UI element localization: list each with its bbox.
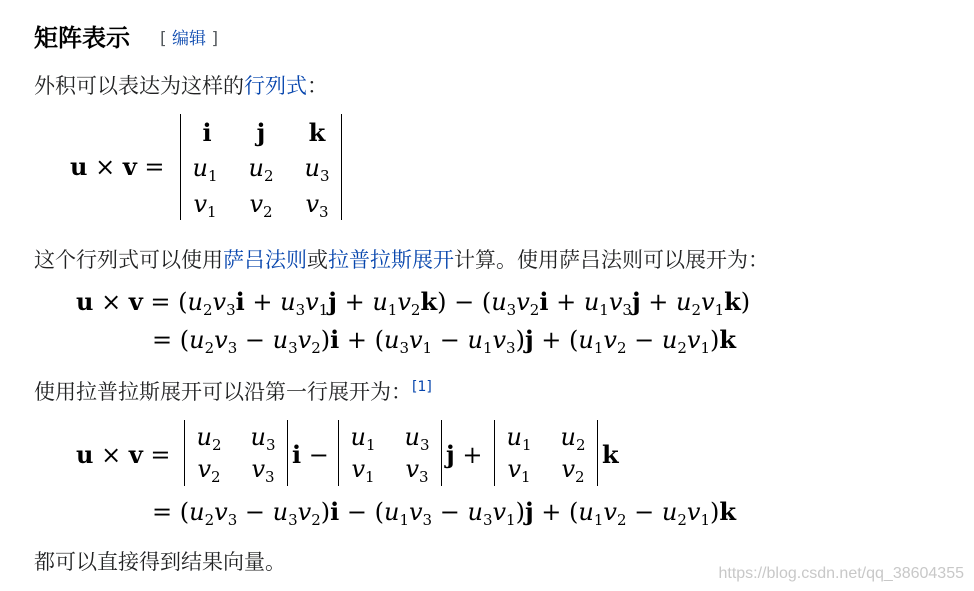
formula-lhs-1: u × v = bbox=[70, 152, 165, 181]
paragraph-3 bbox=[34, 376, 432, 406]
matrix-cell: $u_1$ bbox=[192, 154, 218, 185]
matrix-cell: $v_1$ bbox=[507, 455, 531, 486]
minor-det-3 bbox=[494, 420, 598, 486]
term-j-plus: j + bbox=[446, 440, 483, 469]
matrix-cell: k bbox=[308, 118, 326, 147]
matrix-cell: $u_3$ bbox=[250, 423, 276, 454]
reference-link[interactable]: [1] bbox=[412, 379, 432, 395]
matrix-cell: $v_1$ bbox=[351, 455, 375, 486]
edit-link[interactable]: 编辑 bbox=[172, 29, 207, 49]
matrix-cell: $u_2$ bbox=[196, 423, 222, 454]
edit-section-link[interactable] bbox=[160, 24, 218, 49]
paragraph-1 bbox=[34, 70, 328, 100]
para1-colon: ： bbox=[307, 74, 328, 98]
paragraph-4: 都可以直接得到结果向量。 bbox=[34, 550, 286, 574]
matrix-cell: $v_3$ bbox=[305, 190, 329, 221]
matrix-cell: $u_3$ bbox=[404, 423, 430, 454]
formula-lhs-3: u × v = bbox=[76, 440, 171, 469]
determinant-matrix bbox=[180, 114, 342, 220]
laplace-expansion-link[interactable]: 拉普拉斯展开 bbox=[328, 248, 454, 272]
determinant-link[interactable]: 行列式 bbox=[244, 74, 307, 98]
matrix-cell: $u_1$ bbox=[350, 423, 376, 454]
formula-sarrus-line-1: $u \times v = (u_2v_3i + u_3v_1j + u_1v_2k) - (u_3v_2i + u_1v_3j + u_2v_1k)$ bbox=[76, 287, 751, 319]
matrix-cell: $u_2$ bbox=[560, 423, 586, 454]
para3-text: 使用拉普拉斯展开可以沿第一行展开为： bbox=[34, 380, 412, 404]
matrix-cell: $v_2$ bbox=[561, 455, 585, 486]
para1-text: 外积可以表达为这样的 bbox=[34, 74, 244, 98]
matrix-cell: $v_2$ bbox=[197, 455, 221, 486]
edit-bracket-close: ] bbox=[211, 29, 219, 49]
watermark: https://blog.csdn.net/qq_38604355 bbox=[718, 565, 964, 582]
matrix-cell: j bbox=[256, 118, 266, 147]
minor-det-2 bbox=[338, 420, 442, 486]
minor-det-1 bbox=[184, 420, 288, 486]
matrix-cell: $v_1$ bbox=[193, 190, 217, 221]
matrix-cell: $v_3$ bbox=[251, 455, 275, 486]
para2-or: 或 bbox=[307, 248, 328, 272]
section-title: 矩阵表示 bbox=[34, 24, 130, 52]
matrix-cell: $u_1$ bbox=[506, 423, 532, 454]
sarrus-rule-link[interactable]: 萨吕法则 bbox=[223, 248, 307, 272]
edit-bracket-open: [ bbox=[160, 29, 167, 49]
term-i-minus: i − bbox=[292, 440, 329, 469]
matrix-cell: $v_3$ bbox=[405, 455, 429, 486]
matrix-cell: $u_3$ bbox=[304, 154, 330, 185]
matrix-cell: i bbox=[202, 118, 212, 147]
matrix-cell: $v_2$ bbox=[249, 190, 273, 221]
paragraph-2 bbox=[34, 244, 769, 274]
para2-suffix: 计算。使用萨吕法则可以展开为： bbox=[454, 248, 769, 272]
formula-sarrus-line-2: = $(u_2v_3 - u_3v_2)i + (u_3v_1 - u_1v_3)j + (u_1v_2 - u_2v_1)k$ bbox=[152, 325, 737, 357]
formula-laplace-line-2: = $(u_2v_3 - u_3v_2)i - (u_1v_3 - u_3v_1)j + (u_1v_2 - u_2v_1)k$ bbox=[152, 497, 737, 529]
para2-text: 这个行列式可以使用 bbox=[34, 248, 223, 272]
matrix-cell: $u_2$ bbox=[248, 154, 274, 185]
term-k: k bbox=[602, 440, 619, 469]
